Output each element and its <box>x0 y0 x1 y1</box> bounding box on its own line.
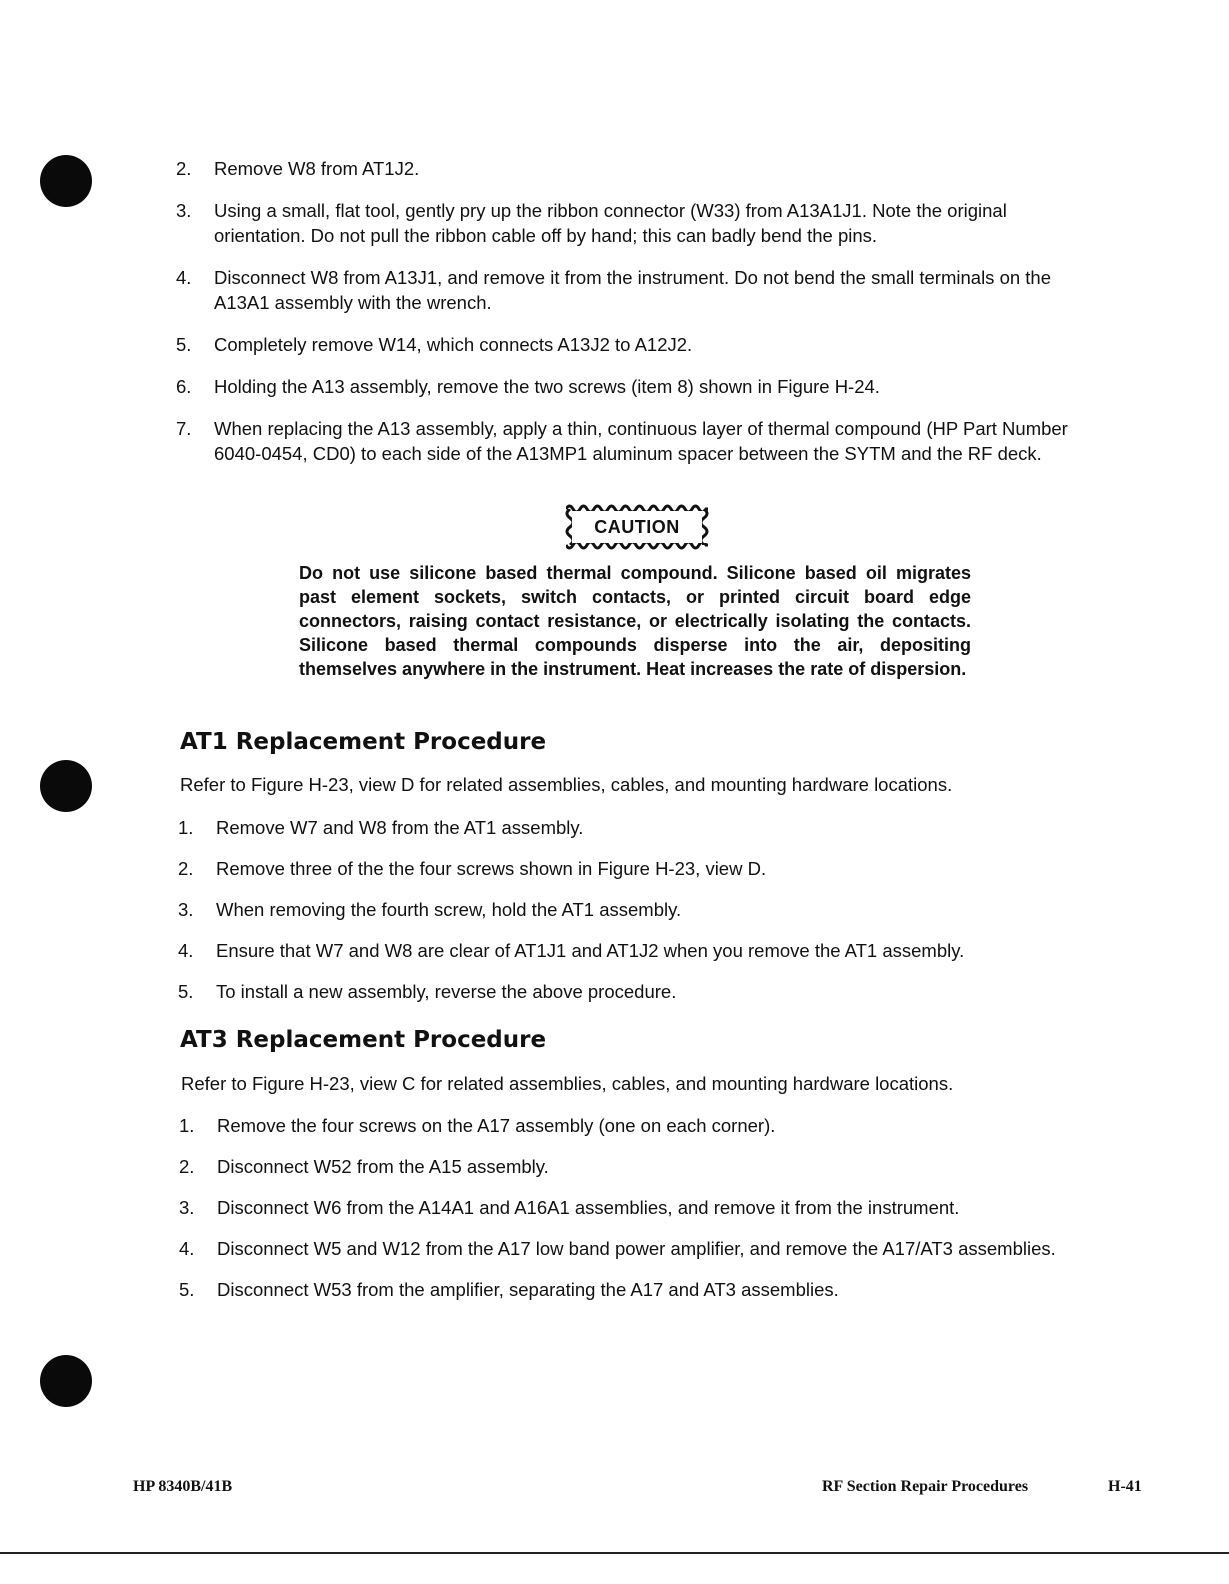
step-text: Using a small, flat tool, gently pry up the ribbon connector (W33) from A13A1J1. Note the original orientation. Do not pull the ribbon cable off by hand; this can badly bend the pins. <box>214 200 1007 246</box>
step-number: 4. <box>179 1238 195 1259</box>
step-text: Holding the A13 assembly, remove the two screws (item 8) shown in Figure H-24. <box>214 376 880 397</box>
step-text: Remove W7 and W8 from the AT1 assembly. <box>216 817 584 838</box>
step-text: Ensure that W7 and W8 are clear of AT1J1 and AT1J2 when you remove the AT1 assembly. <box>216 940 965 961</box>
list-item <box>178 938 1088 963</box>
caution-border-left <box>564 509 572 545</box>
step-number: 5. <box>179 1279 195 1300</box>
list-item <box>176 156 1096 181</box>
step-text: Completely remove W14, which connects A13J2 to A12J2. <box>214 334 693 355</box>
footer-page-number: H-41 <box>1108 1478 1142 1495</box>
footer-model: HP 8340B/41B <box>133 1478 233 1495</box>
section-heading-at1: AT1 Replacement Procedure <box>180 729 547 755</box>
list-item <box>176 332 1096 357</box>
list-item <box>179 1236 1094 1261</box>
removal-steps-list <box>176 156 1096 483</box>
caution-border-right <box>702 509 710 545</box>
step-text: Disconnect W53 from the amplifier, separating the A17 and AT3 assemblies. <box>217 1279 839 1300</box>
list-item <box>176 265 1096 315</box>
caution-banner <box>566 503 708 551</box>
list-item <box>176 198 1096 248</box>
caution-label: CAUTION <box>594 516 680 537</box>
caution-border-top <box>566 503 708 511</box>
step-text: Disconnect W8 from A13J1, and remove it from the instrument. Do not bend the small terminals on the A13A1 assembly with the wrench. <box>214 267 1051 313</box>
step-number: 1. <box>179 1115 195 1136</box>
step-text: Remove the four screws on the A17 assembly (one on each corner). <box>217 1115 776 1136</box>
bottom-rule <box>0 1552 1229 1554</box>
step-text: Disconnect W6 from the A14A1 and A16A1 assemblies, and remove it from the instrument. <box>217 1197 960 1218</box>
list-item <box>179 1277 1094 1302</box>
list-item <box>176 416 1096 466</box>
step-text: When replacing the A13 assembly, apply a thin, continuous layer of thermal compound (HP Part Number 6040-0454, CD0) to each side of the A13MP1 aluminum spacer between the SYTM and the RF deck. <box>214 418 1068 464</box>
step-number: 6. <box>176 376 192 397</box>
list-item <box>178 856 1088 881</box>
binder-hole <box>40 760 92 812</box>
list-item <box>179 1113 1094 1138</box>
step-text: Remove three of the the four screws shown in Figure H-23, view D. <box>216 858 767 879</box>
refer-note-at1: Refer to Figure H-23, view D for related assemblies, cables, and mounting hardware locations. <box>180 774 953 795</box>
step-number: 3. <box>179 1197 195 1218</box>
list-item <box>176 374 1096 399</box>
refer-note-at3: Refer to Figure H-23, view C for related assemblies, cables, and mounting hardware locations. <box>181 1073 954 1094</box>
at3-steps-list <box>179 1113 1094 1318</box>
list-item <box>178 897 1088 922</box>
step-text: When removing the fourth screw, hold the AT1 assembly. <box>216 899 682 920</box>
step-number: 4. <box>178 940 194 961</box>
step-text: Disconnect W52 from the A15 assembly. <box>217 1156 549 1177</box>
list-item <box>179 1154 1094 1179</box>
binder-hole <box>40 1355 92 1407</box>
step-number: 3. <box>178 899 194 920</box>
step-number: 5. <box>178 981 194 1002</box>
step-text: To install a new assembly, reverse the above procedure. <box>216 981 677 1002</box>
step-number: 2. <box>178 858 194 879</box>
footer-section-title: RF Section Repair Procedures <box>822 1478 1029 1495</box>
binder-hole <box>40 155 92 207</box>
step-number: 7. <box>176 418 192 439</box>
step-text: Disconnect W5 and W12 from the A17 low band power amplifier, and remove the A17/AT3 assemblies. <box>217 1238 1056 1259</box>
step-number: 5. <box>176 334 192 355</box>
at1-steps-list <box>178 815 1088 1020</box>
list-item <box>178 979 1088 1004</box>
step-text: Remove W8 from AT1J2. <box>214 158 420 179</box>
step-number: 2. <box>179 1156 195 1177</box>
step-number: 3. <box>176 200 192 221</box>
step-number: 2. <box>176 158 192 179</box>
step-number: 4. <box>176 267 192 288</box>
step-number: 1. <box>178 817 194 838</box>
list-item <box>178 815 1088 840</box>
section-heading-at3: AT3 Replacement Procedure <box>180 1027 547 1053</box>
caution-border-bottom <box>566 543 708 551</box>
caution-text: Do not use silicone based thermal compound. Silicone based oil migrates past element sockets, switch contacts, or printed circuit board edge connectors, raising contact resistance, or electrically isolating the contacts. Silicone based thermal compounds disperse into the air, depositing themselves anywhere in the instrument. Heat increases the rate of dispersion. <box>299 563 971 679</box>
list-item <box>179 1195 1094 1220</box>
